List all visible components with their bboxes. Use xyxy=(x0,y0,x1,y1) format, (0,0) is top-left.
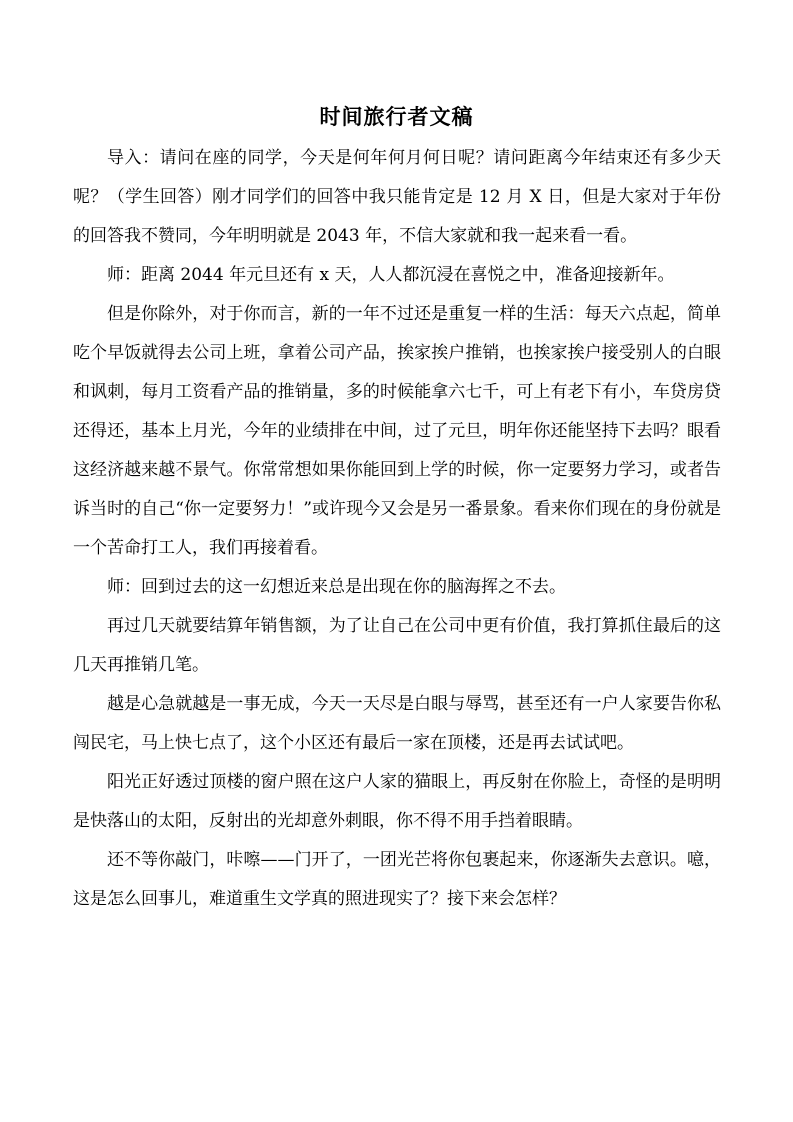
paragraph-daily-life: 但是你除外，对于你而言，新的一年不过还是重复一样的生活：每天六点起，简单吃个早饭就得去公司上班，拿着公司产品，挨家挨户推销，也挨家挨户接受别人的白眼和讽刺，每月工资看产品的推销量，多的时候能拿六七千，可上有老下有小，车贷房贷还得还，基本上月光，今年的业绩排在中间，过了元旦，明年你还能坚持下去吗？眼看这经济越来越不景气。你常常想如果你能回到上学的时候，你一定要努力学习，或者告诉当时的自己“你一定要努力！”或许现今又会是另一番景象。看来你们现在的身份就是一个苦命打工人，我们再接着看。 xyxy=(73,304,721,558)
paragraph-teacher-fantasy: 师：回到过去的这一幻想近来总是出现在你的脑海挥之不去。 xyxy=(107,577,566,597)
document-body xyxy=(73,139,721,919)
paragraph-bad-day: 越是心急就越是一事无成，今天一天尽是白眼与辱骂，甚至还有一户人家要告你私闯民宅，马上快七点了，这个小区还有最后一家在顶楼，还是再去试试吧。 xyxy=(73,694,721,753)
paragraph-door-opens: 还不等你敲门，咔嚓——门开了，一团光芒将你包裹起来，你逐渐失去意识。噫，这是怎么回事儿，难道重生文学真的照进现实了？接下来会怎样？ xyxy=(73,850,721,909)
paragraph-intro: 导入：请问在座的同学，今天是何年何月何日呢？请问距离今年结束还有多少天呢？（学生回答）刚才同学们的回答中我只能肯定是 12 月 X 日，但是大家对于年份的回答我不赞同，今年明明就是 2043 年，不信大家就和我一起来看一看。 xyxy=(73,148,721,246)
document-title: 时间旅行者文稿 xyxy=(319,105,474,129)
paragraph-teacher-countdown: 师：距离 2044 年元旦还有 x 天，人人都沉浸在喜悦之中，准备迎接新年。 xyxy=(107,265,675,285)
paragraph-sunlight: 阳光正好透过顶楼的窗户照在这户人家的猫眼上，再反射在你脸上，奇怪的是明明是快落山的太阳，反射出的光却意外刺眼，你不得不用手挡着眼睛。 xyxy=(73,772,721,831)
paragraph-year-end-sales: 再过几天就要结算年销售额，为了让自己在公司中更有价值，我打算抓住最后的这几天再推销几笔。 xyxy=(73,616,721,675)
